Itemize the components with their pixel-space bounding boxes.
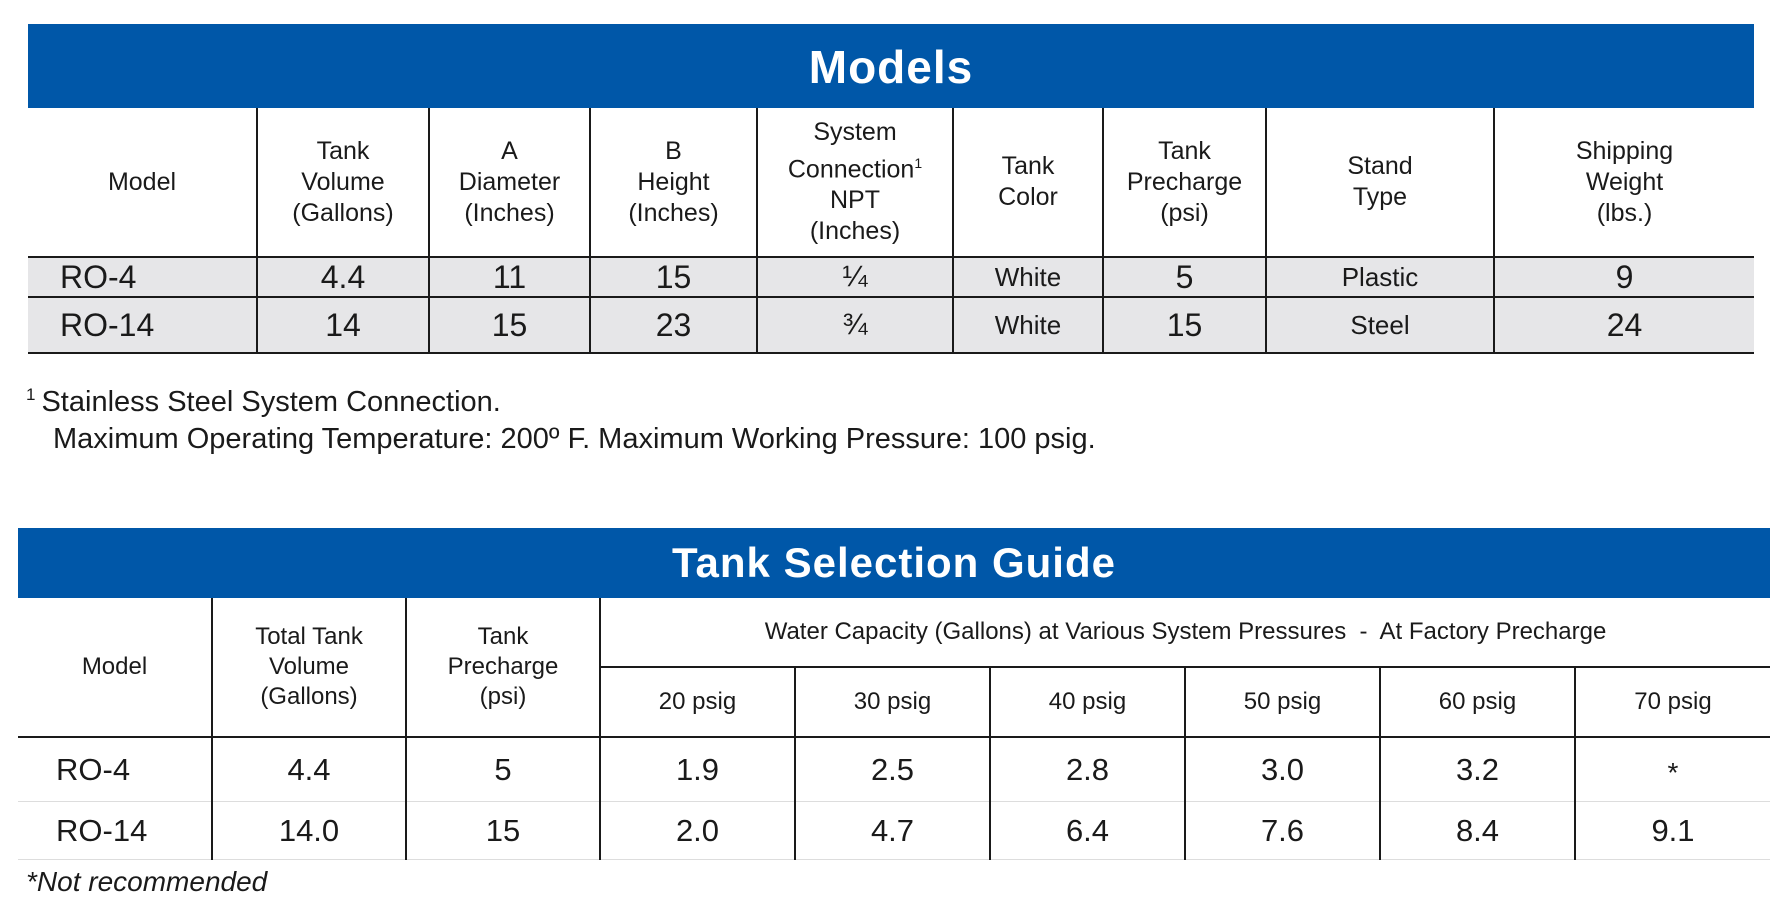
footnote-connection: $^1$ Stainless Steel System Connection. — [26, 385, 501, 418]
cell-volume: 4.4 — [257, 257, 429, 297]
header-water-capacity: Water Capacity (Gallons) at Various System Pressures - At Factory Precharge — [600, 598, 1770, 667]
cell-capacity: 6.4 — [990, 802, 1185, 860]
cell-precharge: 5 — [1103, 257, 1266, 297]
cell-precharge: 15 — [406, 802, 600, 860]
footnote-marker: 1 — [914, 154, 923, 171]
cell-connection: ¼ — [757, 257, 953, 297]
cell-weight: 9 — [1494, 257, 1754, 297]
header-pressure: 40 psig — [990, 667, 1185, 737]
cell-capacity: 8.4 — [1380, 802, 1575, 860]
cell-diameter: 11 — [429, 257, 590, 297]
cell-capacity: 2.5 — [795, 737, 990, 802]
footnote-limits: Maximum Operating Temperature: 200º F. Maximum Working Pressure: 100 psig. — [53, 423, 1096, 455]
cell-connection: ¾ — [757, 297, 953, 353]
cell-capacity: 1.9 — [600, 737, 795, 802]
cell-volume: 14.0 — [212, 802, 406, 860]
cell-model: RO-4 — [18, 737, 212, 802]
guide-header-row — [18, 598, 1770, 667]
header-pressure: 70 psig — [1575, 667, 1770, 737]
header-tank-precharge: Tank Precharge (psi) — [406, 598, 600, 737]
cell-color: White — [953, 297, 1103, 353]
cell-weight: 24 — [1494, 297, 1754, 353]
table-row — [18, 802, 1770, 860]
guide-table — [18, 598, 1770, 860]
cell-volume: 14 — [257, 297, 429, 353]
footnote-marker: 1 — [26, 385, 36, 404]
cell-height: 23 — [590, 297, 757, 353]
header-pressure: 20 psig — [600, 667, 795, 737]
cell-diameter: 15 — [429, 297, 590, 353]
table-row — [28, 297, 1754, 353]
models-title: Models — [28, 24, 1754, 108]
cell-model: RO-14 — [28, 297, 257, 353]
cell-capacity: 3.0 — [1185, 737, 1380, 802]
cell-precharge: 15 — [1103, 297, 1266, 353]
header-height: B Height (Inches) — [590, 108, 757, 257]
header-model: Model — [18, 598, 212, 737]
cell-capacity: 7.6 — [1185, 802, 1380, 860]
cell-color: White — [953, 257, 1103, 297]
header-pressure: 60 psig — [1380, 667, 1575, 737]
header-shipping-weight: Shipping Weight (lbs.) — [1494, 108, 1754, 257]
cell-capacity: 2.0 — [600, 802, 795, 860]
models-header-row — [28, 108, 1754, 257]
cell-volume: 4.4 — [212, 737, 406, 802]
cell-capacity: 9.1 — [1575, 802, 1770, 860]
header-diameter: A Diameter (Inches) — [429, 108, 590, 257]
header-model: Model — [28, 108, 257, 257]
header-total-volume: Total Tank Volume (Gallons) — [212, 598, 406, 737]
cell-precharge: 5 — [406, 737, 600, 802]
table-row — [18, 737, 1770, 802]
cell-capacity: 2.8 — [990, 737, 1185, 802]
header-pressure: 50 psig — [1185, 667, 1380, 737]
cell-model: RO-4 — [28, 257, 257, 297]
table-row — [28, 257, 1754, 297]
header-tank-color: Tank Color — [953, 108, 1103, 257]
header-stand-type: Stand Type — [1266, 108, 1494, 257]
cell-capacity: 3.2 — [1380, 737, 1575, 802]
cell-stand: Plastic — [1266, 257, 1494, 297]
header-tank-precharge: Tank Precharge (psi) — [1103, 108, 1266, 257]
cell-capacity: * — [1575, 737, 1770, 802]
header-system-connection: System Connection$^1$ NPT (Inches) — [757, 108, 953, 257]
cell-model: RO-14 — [18, 802, 212, 860]
models-table — [28, 108, 1754, 354]
header-pressure: 30 psig — [795, 667, 990, 737]
header-tank-volume: Tank Volume (Gallons) — [257, 108, 429, 257]
cell-stand: Steel — [1266, 297, 1494, 353]
cell-capacity: 4.7 — [795, 802, 990, 860]
guide-title: Tank Selection Guide — [18, 528, 1770, 598]
footnote-not-recommended: *Not recommended — [26, 866, 268, 897]
cell-height: 15 — [590, 257, 757, 297]
